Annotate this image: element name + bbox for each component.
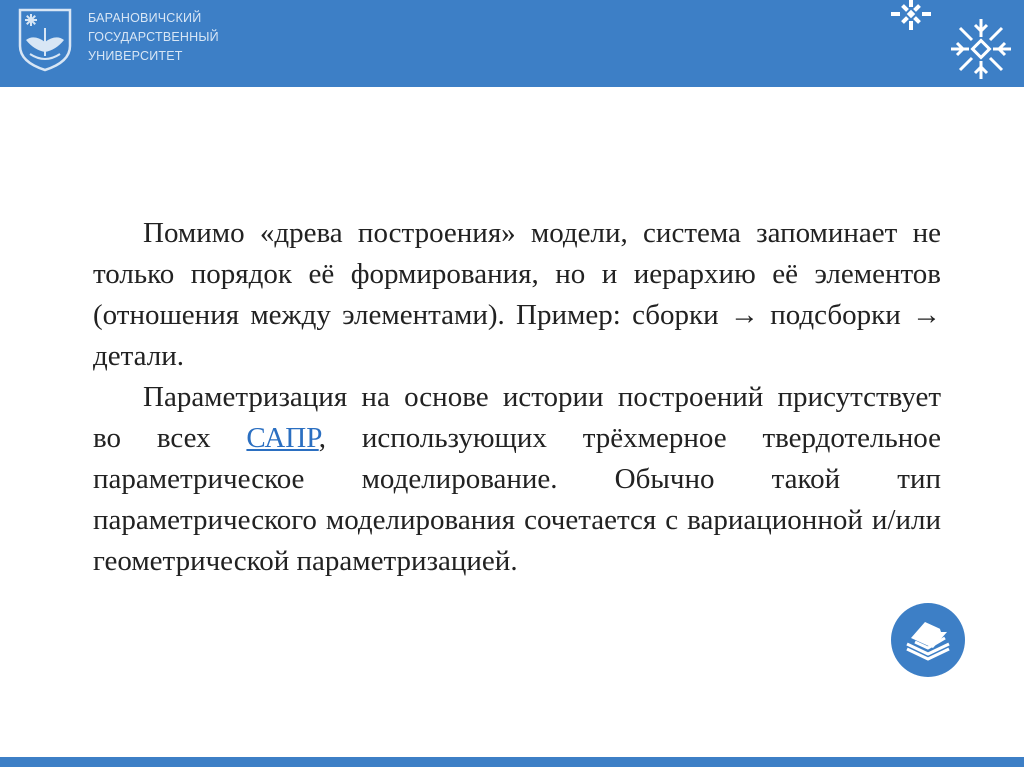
university-name-line-3: УНИВЕРСИТЕТ (88, 49, 183, 63)
paper-stack-button[interactable] (891, 603, 965, 677)
paragraph-tree-of-construction: Помимо «древа построения» модели, система запоминает не только порядок её формирования, но и иерархию её элементов (отношения между элементами). Пример: сборки → подсборки → детали. (93, 217, 941, 372)
university-name (88, 9, 308, 66)
sapr-link[interactable]: САПР (246, 422, 319, 454)
paragraph-parametrization (93, 377, 941, 582)
snowflake-ornament-icon (886, 0, 936, 36)
university-emblem-icon (14, 6, 76, 72)
university-name-line-1: БАРАНОВИЧСКИЙ (88, 11, 202, 25)
paragraph-text: , использующих трёхмерное твердотельное параметрическое моделирование. Обычно такой тип параметрического моделирования сочетается с вариационной и/или геометрической параметризацией. (93, 422, 941, 577)
university-name-line-2: ГОСУДАРСТВЕННЫЙ (88, 30, 219, 44)
snowflake-ornament-icon (948, 16, 1014, 82)
slide-body (93, 213, 941, 582)
header-bar (0, 0, 1024, 87)
paragraph-text: Параметризация на основе истории построений присутствует во всех (93, 381, 941, 454)
paper-stack-icon (903, 618, 953, 662)
footer-bar (0, 757, 1024, 767)
